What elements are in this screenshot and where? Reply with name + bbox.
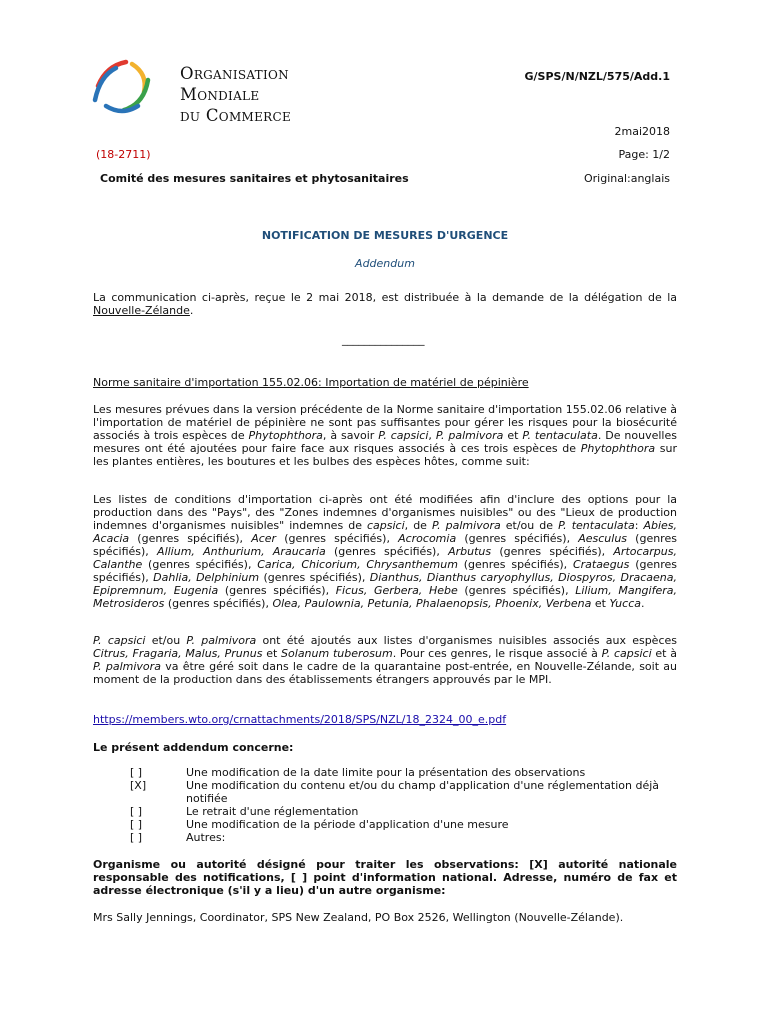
paragraph-2: Les listes de conditions d'importation ci-après ont été modifiées afin d'inclure des options pour la production dans des "Pays", des "Zones indemnes d'organismes nuisibles" ou des "Lieux de production indemnes d'organismes nuisibles" indemnes de capsici, de P. palmivora et/ou de P. tentaculata: Abies, Acacia (genres spécifiés), Acer (genres spécifiés), Acrocomia (genres spécifiés), Aesculus (genres spécifiés), Allium, Anthurium, Araucaria (genres spécifiés), Arbutus (genres spécifiés), Artocarpus, Calanthe (genres spécifiés), Carica, Chicorium, Chrysanthemum (genres spécifiés), Crataegus (genres spécifiés), Dahlia, Delphinium (genres spécifiés), Dianthus, Dianthus caryophyllus, Diospyros, Dracaena, Epipremnum, Eugenia (genres spécifiés), Ficus, Gerbera, Hebe (genres spécifiés), Lilium, Mangifera, Metrosideros (genres spécifiés), Olea, Paulownia, Petunia, Phalaenopsis, Phoenix, Verbena et Yucca. [93, 493, 678, 610]
committee-name: Comité des mesures sanitaires et phytosanitaires [100, 172, 409, 185]
page-number: Page: 1/2 [618, 148, 670, 161]
organization-name [180, 63, 291, 126]
document-code: (18-2711) [96, 148, 151, 161]
intro-paragraph: La communication ci-après, reçue le 2 mai 2018, est distribuée à la demande de la délégation de la Nouvelle-Zélande. [93, 291, 677, 317]
checklist-item [130, 779, 666, 805]
checkbox[interactable]: [X] [130, 779, 147, 792]
checklist-label: Une modification de la date limite pour la présentation des observations [186, 766, 586, 779]
original-language: Original:anglais [583, 172, 670, 185]
wto-logo-icon [92, 56, 152, 116]
checkbox[interactable]: [ ] [130, 766, 143, 779]
page-subtitle: Addendum [355, 257, 415, 270]
organism-paragraph: Organisme ou autorité désigné pour traiter les observations: [X] autorité nationale responsable des notifications, [ ] point d'information national. Adresse, numéro de fax et adresse électronique (s'il y a lieu) d'un autre organisme: [93, 858, 677, 897]
paragraph-1: Les mesures prévues dans la version précédente de la Norme sanitaire d'importation 155.02.06 relative à l'importation de matériel de pépinière ne sont pas suffisantes pour gérer les risques pour la biosécurité associés à trois espèces de Phytophthora, à savoir P. capsici, P. palmivora et P. tentaculata. De nouvelles mesures ont été ajoutées pour faire face aux risques associés à ces trois espèces de Phytophthora sur les plantes entières, les boutures et les bulbes des espèces hôtes, comme suit: [93, 403, 677, 468]
separator-rule: _______________ [342, 333, 425, 346]
checklist-item [130, 805, 666, 818]
checklist-item [130, 818, 666, 831]
checkbox[interactable]: [ ] [130, 805, 143, 818]
checklist-label: Une modification du contenu et/ou du champ d'application d'une réglementation déjà notifiée [186, 779, 660, 805]
addendum-heading: Le présent addendum concerne: [93, 741, 294, 754]
checklist-item [130, 766, 666, 779]
checkbox[interactable]: [ ] [130, 831, 143, 844]
addendum-checklist [130, 766, 666, 844]
document-reference: G/SPS/N/NZL/575/Add.1 [524, 70, 670, 83]
paragraph-3: P. capsici et/ou P. palmivora ont été ajoutés aux listes d'organismes nuisibles associés aux espèces Citrus, Fragaria, Malus, Prunus et Solanum tuberosum. Pour ces genres, le risque associé à P. capsici et à P. palmivora va être géré soit dans le cadre de la quarantaine post-entrée, en Nouvelle-Zélande, soit au moment de la production dans des établissements étrangers approuvés par le MPI. [93, 634, 677, 686]
checklist-label: Le retrait d'une réglementation [186, 805, 359, 818]
attachment-link-row [93, 713, 677, 726]
org-line-1: Organisation [180, 64, 289, 83]
section-title: Norme sanitaire d'importation 155.02.06: Importation de matériel de pépinière [93, 376, 529, 389]
page-title: NOTIFICATION DE MESURES D'URGENCE [261, 229, 509, 242]
org-line-2: Mondiale [180, 85, 260, 104]
attachment-link[interactable]: https://members.wto.org/crnattachments/2018/SPS/NZL/18_2324_00_e.pdf [93, 713, 507, 726]
checklist-label: Autres: [186, 831, 226, 844]
checklist-item [130, 831, 666, 844]
org-line-3: du Commerce [180, 106, 292, 125]
checkbox[interactable]: [ ] [130, 818, 143, 831]
contact-paragraph: Mrs Sally Jennings, Coordinator, SPS New Zealand, PO Box 2526, Wellington (Nouvelle-Zélande). [93, 911, 624, 924]
checklist-label: Une modification de la période d'application d'une mesure [186, 818, 509, 831]
document-date: 2mai2018 [614, 125, 670, 138]
